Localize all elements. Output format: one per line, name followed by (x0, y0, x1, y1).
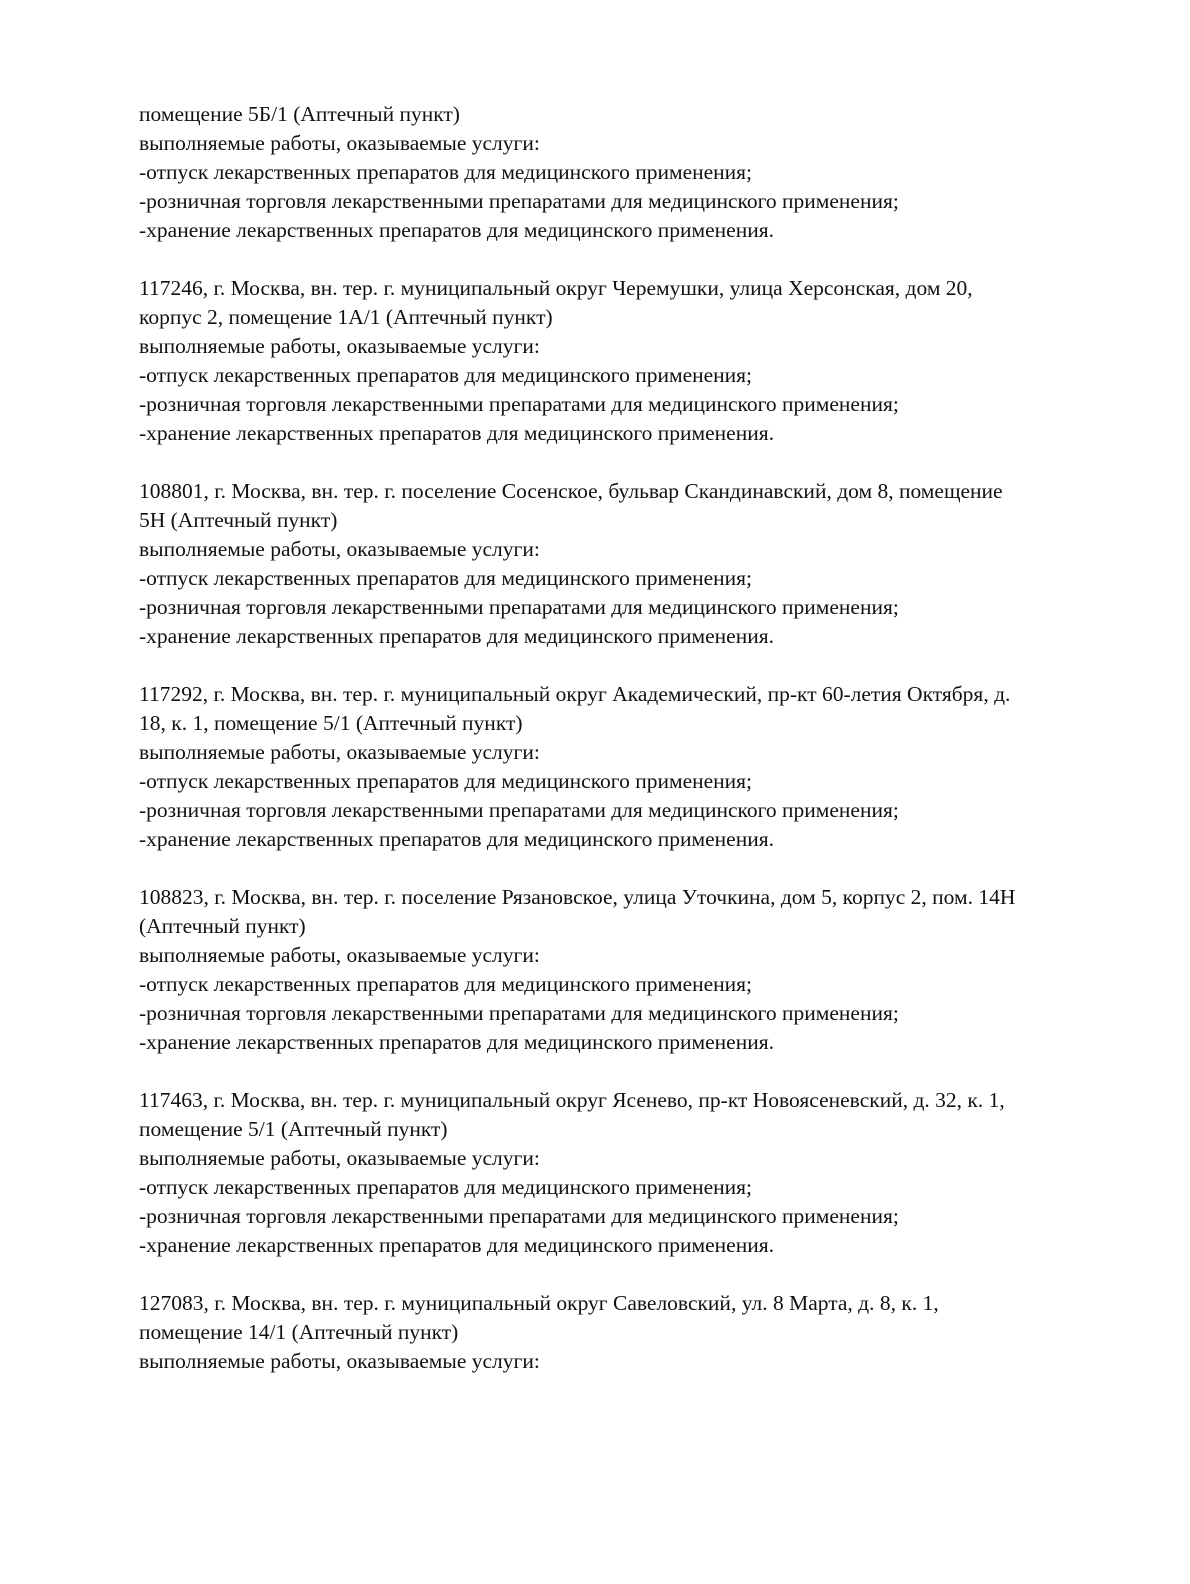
service-item: -розничная торговля лекарственными препаратами для медицинского применения; (139, 1001, 899, 1025)
service-item: -хранение лекарственных препаратов для медицинского применения. (139, 827, 774, 851)
service-item: -отпуск лекарственных препаратов для медицинского применения; (139, 1175, 753, 1199)
service-item: -отпуск лекарственных препаратов для медицинского применения; (139, 769, 753, 793)
service-item: -отпуск лекарственных препаратов для медицинского применения; (139, 363, 753, 387)
address-line: 127083, г. Москва, вн. тер. г. муниципальный округ Савеловский, ул. 8 Марта, д. 8, к. 1, (139, 1291, 939, 1315)
pharmacy-entry (139, 274, 1129, 448)
address-line: 18, к. 1, помещение 5/1 (Аптечный пункт) (139, 711, 523, 735)
works-heading: выполняемые работы, оказываемые услуги: (139, 537, 540, 561)
pharmacy-entry (139, 883, 1129, 1057)
address-line: помещение 14/1 (Аптечный пункт) (139, 1320, 459, 1344)
address-line: помещение 5/1 (Аптечный пункт) (139, 1117, 448, 1141)
address-line: 5Н (Аптечный пункт) (139, 508, 338, 532)
service-item: -отпуск лекарственных препаратов для медицинского применения; (139, 972, 753, 996)
intro-block (139, 100, 1129, 245)
service-item: -розничная торговля лекарственными препаратами для медицинского применения; (139, 392, 899, 416)
works-heading: выполняемые работы, оказываемые услуги: (139, 131, 540, 155)
works-heading: выполняемые работы, оказываемые услуги: (139, 1146, 540, 1170)
pharmacy-entry (139, 1086, 1129, 1260)
service-item: -хранение лекарственных препаратов для медицинского применения. (139, 1233, 774, 1257)
works-heading: выполняемые работы, оказываемые услуги: (139, 943, 540, 967)
service-item: -хранение лекарственных препаратов для медицинского применения. (139, 421, 774, 445)
service-item: -хранение лекарственных препаратов для медицинского применения. (139, 218, 774, 242)
service-item: -розничная торговля лекарственными препаратами для медицинского применения; (139, 1204, 899, 1228)
address-line: 108801, г. Москва, вн. тер. г. поселение Сосенское, бульвар Скандинавский, дом 8, помещение (139, 479, 1003, 503)
address-line: 117292, г. Москва, вн. тер. г. муниципальный округ Академический, пр-кт 60-летия Октября, д. (139, 682, 1011, 706)
service-item: -розничная торговля лекарственными препаратами для медицинского применения; (139, 595, 899, 619)
service-item: -хранение лекарственных препаратов для медицинского применения. (139, 624, 774, 648)
service-item: -хранение лекарственных препаратов для медицинского применения. (139, 1030, 774, 1054)
address-line: (Аптечный пункт) (139, 914, 306, 938)
document-page (139, 100, 1129, 1376)
service-item: -отпуск лекарственных препаратов для медицинского применения; (139, 566, 753, 590)
pharmacy-entry (139, 477, 1129, 651)
address-line: корпус 2, помещение 1А/1 (Аптечный пункт) (139, 305, 553, 329)
pharmacy-entry (139, 1289, 1129, 1376)
works-heading: выполняемые работы, оказываемые услуги: (139, 334, 540, 358)
service-item: -розничная торговля лекарственными препаратами для медицинского применения; (139, 189, 899, 213)
pharmacy-entry (139, 680, 1129, 854)
address-line: помещение 5Б/1 (Аптечный пункт) (139, 102, 460, 126)
works-heading: выполняемые работы, оказываемые услуги: (139, 1349, 540, 1373)
address-line: 117246, г. Москва, вн. тер. г. муниципальный округ Черемушки, улица Херсонская, дом 20, (139, 276, 973, 300)
address-line: 117463, г. Москва, вн. тер. г. муниципальный округ Ясенево, пр-кт Новоясеневский, д. 32, к. 1, (139, 1088, 1005, 1112)
works-heading: выполняемые работы, оказываемые услуги: (139, 740, 540, 764)
address-line: 108823, г. Москва, вн. тер. г. поселение Рязановское, улица Уточкина, дом 5, корпус 2, пом. 14Н (139, 885, 1016, 909)
service-item: -розничная торговля лекарственными препаратами для медицинского применения; (139, 798, 899, 822)
service-item: -отпуск лекарственных препаратов для медицинского применения; (139, 160, 753, 184)
